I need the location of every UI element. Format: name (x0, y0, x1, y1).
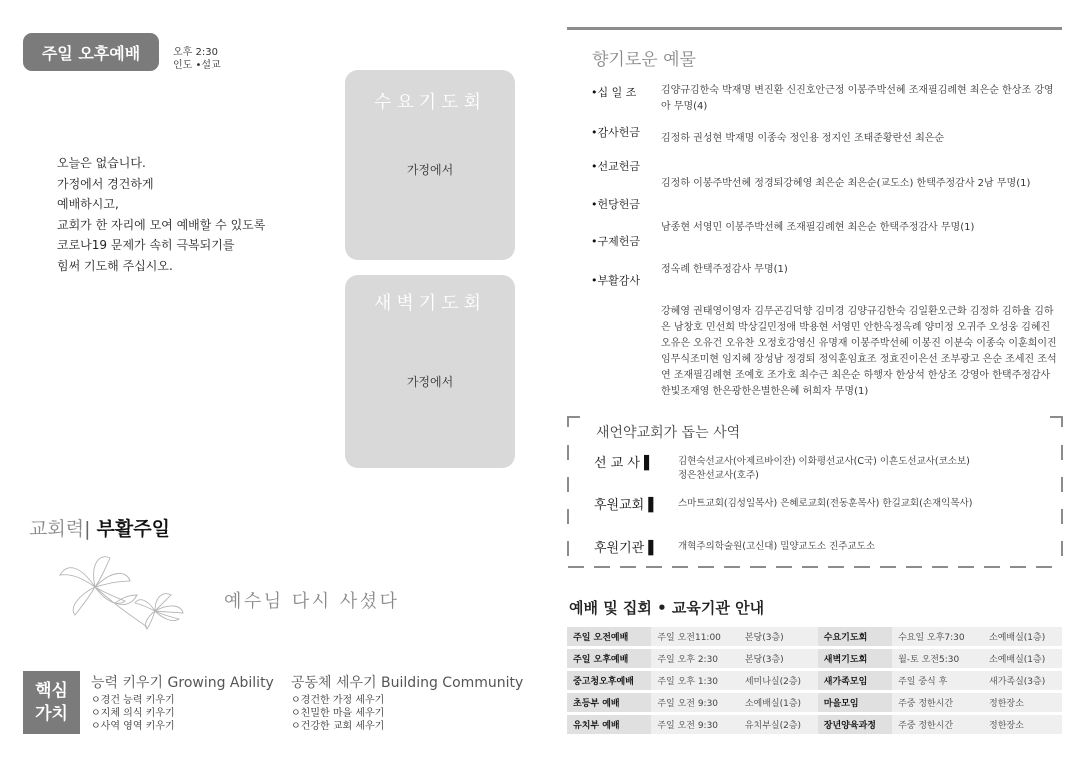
message-line: 교회가 한 자리에 모여 예배할 수 있도록 (57, 217, 266, 232)
schedule-cell: 세미나실(2층) (739, 671, 818, 690)
wednesday-prayer-box (345, 70, 515, 260)
schedule-cell: 중고청오후예배 (567, 671, 651, 690)
dawn-prayer-title: 새벽기도회 (374, 293, 486, 314)
community-item: ㅇ친밀한 마을 세우기 (291, 708, 385, 719)
mission-text-line: 김현숙선교사(아제르바이잔) 이화평선교사(C국) 이흔도선교사(코소보) (678, 456, 970, 467)
table-row (567, 715, 1062, 734)
schedule-cell: 월-토 오전5:30 (892, 649, 983, 668)
schedule-cell: 주일 오후 2:30 (651, 649, 738, 668)
mission-text-line: 스마트교회(김성일목사) 은혜로교회(전동훈목사) 한길교회(손재익목사) (678, 498, 973, 509)
ability-heading: 능력 키우기 Growing Ability (91, 675, 274, 691)
service-time-role: 인도 •설교 (173, 60, 221, 71)
offering-names-easter: 정옥례 한택주정감사 무명(1) (661, 264, 788, 275)
service-time-hour: 오후 2:30 (173, 47, 218, 58)
cancellation-message (57, 153, 265, 276)
message-line: 코로나19 문제가 속히 극복되기를 (57, 238, 235, 252)
table-row (567, 693, 1062, 712)
schedule-cell: 소예배실(1층) (983, 627, 1062, 646)
mission-label-churches: 후원교회 ▌ (594, 498, 659, 513)
offering-names-relief: 남종현 서영민 이봉주박선혜 조재필김례현 최은순 한택주정감사 무명(1) (661, 222, 975, 233)
schedule-cell: 주일 오전11:00 (651, 627, 738, 646)
schedule-cell: 주중 정한시간 (892, 715, 983, 734)
schedule-cell: 수요기도회 (818, 627, 892, 646)
ability-item: ㅇ경건 능력 키우기 (91, 695, 175, 706)
service-time (173, 46, 221, 72)
mission-label-institutions: 후원기관 ▌ (594, 541, 659, 556)
table-row (567, 627, 1062, 646)
offering-label-relief: •구제헌금 (591, 235, 640, 248)
schedule-cell: 새벽기도회 (818, 649, 892, 668)
schedule-cell: 소예배실(1층) (739, 693, 818, 712)
schedule-cell: 마을모임 (818, 693, 892, 712)
offering-names-dedication: 김정하 이봉주박선혜 정경퇴강혜영 최은순 최은순(교도소) 한택주정감사 2남 무명(1) (661, 178, 1031, 189)
core-community-column (291, 672, 523, 733)
community-heading: 공동체 세우기 Building Community (291, 675, 524, 691)
schedule-cell: 장년양육과정 (818, 715, 892, 734)
resurrection-text: 예수님 다시 사셨다 (224, 591, 400, 612)
schedule-cell: 주일 오후예배 (567, 649, 651, 668)
schedule-cell: 주일 오전 9:30 (651, 715, 738, 734)
schedule-cell: 소예배실(1층) (983, 649, 1062, 668)
table-row (567, 671, 1062, 690)
community-item: ㅇ건강한 교회 세우기 (291, 721, 385, 732)
schedule-cell: 정한장소 (983, 693, 1062, 712)
service-badge: 주일 오후예배 (23, 33, 159, 71)
core-badge-line: 가치 (35, 703, 68, 724)
schedule-cell: 유치부 예배 (567, 715, 651, 734)
offerings-title: 향기로운 예물 (592, 50, 696, 70)
schedule-cell: 주일 오후 1:30 (651, 671, 738, 690)
dawn-prayer-box (345, 275, 515, 468)
mission-text-line: 개혁주의학술원(고신대) 밀양교도소 진주교도소 (678, 541, 875, 552)
mission-title: 새언약교회가 돕는 사역 (596, 425, 741, 441)
table-row (567, 649, 1062, 668)
core-values-badge (23, 671, 80, 734)
schedule-cell: 수요일 오후7:30 (892, 627, 983, 646)
schedule-cell: 주일 오전예배 (567, 627, 651, 646)
calendar-label: 교회력 (29, 518, 85, 540)
offering-names-tithe: 김양규김한숙 박재명 변진환 신진호안근정 이봉주박선혜 조재필김례현 최은순 한상조 강영아 무명(4) (661, 85, 1054, 112)
core-badge-line: 핵심 (35, 680, 68, 701)
wednesday-prayer-title: 수요기도회 (374, 92, 486, 113)
ability-item: ㅇ사역 영역 키우기 (91, 721, 175, 732)
wednesday-prayer-body: 가정에서 (406, 163, 454, 177)
offering-names-thanks: 김정하 권성현 박재명 이종숙 정인용 정지인 조태준황란선 최은순 (661, 133, 945, 144)
schedule-cell: 새가족모임 (818, 671, 892, 690)
mission-text-missionaries (678, 455, 970, 483)
schedule-cell: 주일 중식 후 (892, 671, 983, 690)
schedule-table (567, 624, 1062, 737)
message-line: 힘써 기도해 주십시오. (57, 258, 173, 273)
offering-label-tithe: •십 일 조 (591, 86, 637, 99)
offering-label-easter: •부활감사 (591, 274, 640, 287)
schedule-cell: 주일 오전 9:30 (651, 693, 738, 712)
schedule-cell: 초등부 예배 (567, 693, 651, 712)
offering-label-dedication: •헌당헌금 (591, 198, 640, 211)
schedule-title: 예배 및 집회 • 교육기관 안내 (569, 599, 765, 617)
calendar-separator: | (84, 518, 91, 540)
mission-text-churches (678, 497, 972, 511)
schedule-cell: 본당(3층) (739, 649, 818, 668)
schedule-cell: 정한장소 (983, 715, 1062, 734)
mission-text-institutions (678, 540, 875, 554)
message-line: 예배하시고, (57, 197, 119, 211)
top-divider (567, 27, 1062, 30)
lily-illustration (55, 555, 215, 630)
message-line: 오늘은 없습니다. (57, 156, 146, 170)
church-calendar (29, 514, 170, 541)
mission-text-line: 정은찬선교사(호주) (678, 470, 759, 481)
offering-names-easter-extended: 강혜영 권태영이영자 김무곤김덕향 김미경 김양규김한숙 김일환오근화 김정하 김하율 김하은 남창호 민선희 박상길민정애 박용현 서영민 안한옥정옥례 양미정 오귀주 오성웅 김혜진 오유은 오유건 오유찬 오정호강영신 유명재 이봉주박선혜 이봉진 이분숙 이종숙 이훈희이진 임무식조미현 임지혜 장성남 정경퇴 정익훈임효조 정효진이은선 조부광고 은순 조세진 조석연 조재필김례현 조예호 조가호 최수근 최은순 하행자 한상석 한상조 강영아 한택주정감사 한빛조재영 한은광한은별한은혜 허희자 무명(1) (661, 306, 1057, 397)
core-ability-column (91, 672, 274, 733)
schedule-cell: 새가족실(3층) (983, 671, 1062, 690)
dawn-prayer-body: 가정에서 (406, 375, 454, 389)
schedule-cell: 본당(3층) (739, 627, 818, 646)
calendar-value: 부활주일 (96, 518, 170, 540)
schedule-cell: 유치부실(2층) (739, 715, 818, 734)
message-line: 가정에서 경건하게 (57, 176, 154, 191)
mission-label-missionaries: 선 교 사 ▌ (594, 456, 655, 471)
schedule-cell: 주중 정한시간 (892, 693, 983, 712)
community-item: ㅇ경건한 가정 세우기 (291, 695, 385, 706)
ability-item: ㅇ지체 의식 키우기 (91, 708, 175, 719)
offering-label-thanks: •감사헌금 (591, 126, 640, 139)
offering-label-mission: •선교헌금 (591, 160, 640, 173)
